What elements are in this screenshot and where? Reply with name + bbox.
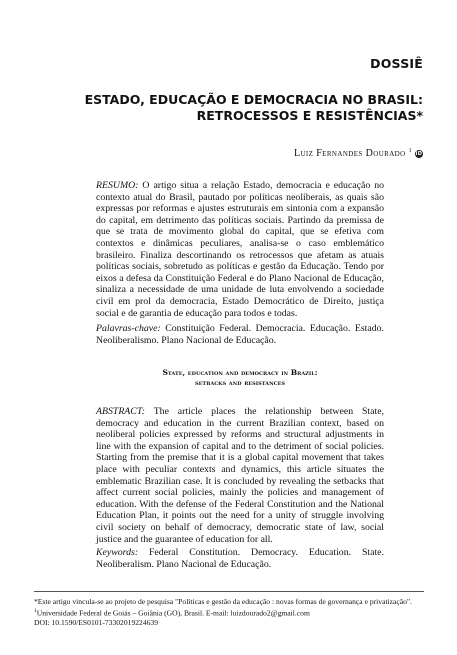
keywords-pt-label: Palavras-chave: [96,323,161,334]
abstract-pt-text: O artigo situa a relação Estado, democracia e educação no contexto atual do Brasil, pautado por políticas neoliberais, as quais são expressas por reformas e ajustes estruturais em sintonia com a expansão do capital, em detrimento das políticas sociais. Partindo da premissa de que se trata de movimento global do capital, que se efetiva com contextos e dinâmicas peculiares, analisa-se o caso emblemático brasileiro. Finaliza descortinando os retrocessos que afetam as atuais políticas sociais, sobretudo as políticas e gestão da Educação. Tendo por eixos a defesa da Constituição Federal e do Plano Nacional de Educação, sinaliza a necessidade de uma unidade de luta envolvendo a sociedade civil em prol da democracia, Estado Democrático de Direito, justiça social e de garantia de educação para todos e todas. [96,180,384,319]
keywords-pt-text: Constituição Federal. Democracia. Educação. Estado. Neoliberalismo. Plano Nacional de Educação. [96,323,384,346]
footnotes [34,597,424,627]
author-line [294,148,423,159]
orcid-icon[interactable]: iD [415,150,423,157]
article-title-line1: ESTADO, EDUCAÇÃO E DEMOCRACIA NO BRASIL: [84,92,423,107]
abstract-pt-label: RESUMO: [96,180,139,191]
english-title-line1: State, education and democracy in Brazil: [162,368,318,377]
english-title [96,368,384,388]
article-title [33,92,423,124]
section-label: DOSSIÊ [370,56,423,71]
abstract-en-text: The article places the relationship between State, democracy and education in the current Brazilian context, based on neoliberal policies expressed by reforms and structural adjustments in line with the expansion of capital and to the detriment of social policies. Starting from the premise that it is a global capital movement that takes place with peculiar contexts and dynamics, this article situates the emblematic Brazilian case. It is concluded by revealing the setbacks that affect current social policies, mainly the policies and management of education. With the defense of the Federal Constitution and the National Education Plan, it points out the need for a unity of struggle involving civil society on behalf of democracy, democratic state of law, social justice and the guarantee of education for all. [96,406,384,545]
abstract-en [96,406,384,545]
keywords-en-label: Keywords: [96,547,139,558]
abstract-en-label: ABSTRACT: [96,406,145,417]
footnote-1-text: Universidade Federal de Goiás – Goiânia (GO), Brasil. E-mail: luizdourado2@gmail.com [36,608,310,618]
english-title-line2: setbacks and resistances [194,378,286,387]
footnote-1-marker: 1 [34,607,37,614]
author-name: Luiz Fernandes Dourado [293,148,406,159]
footnote-star: *Este artigo vincula-se ao projeto de pesquisa "Políticas e gestão da educação : novas formas de governança e privatização". [34,597,412,606]
keywords-en-text: Federal Constitution. Democracy. Education. State. Neoliberalism. Plano Nacional de Educação. [96,547,384,570]
keywords-pt [96,323,384,346]
abstract-pt [96,180,384,319]
footnote-1 [34,607,424,618]
footnote-divider [34,591,424,592]
author-note-marker: 1 [408,147,412,154]
article-title-line2: RETROCESSOS E RESISTÊNCIAS* [196,108,423,123]
doi-line[interactable]: DOI: 10.1590/ES0101-73302019224639 [34,617,159,627]
keywords-en [96,547,384,570]
